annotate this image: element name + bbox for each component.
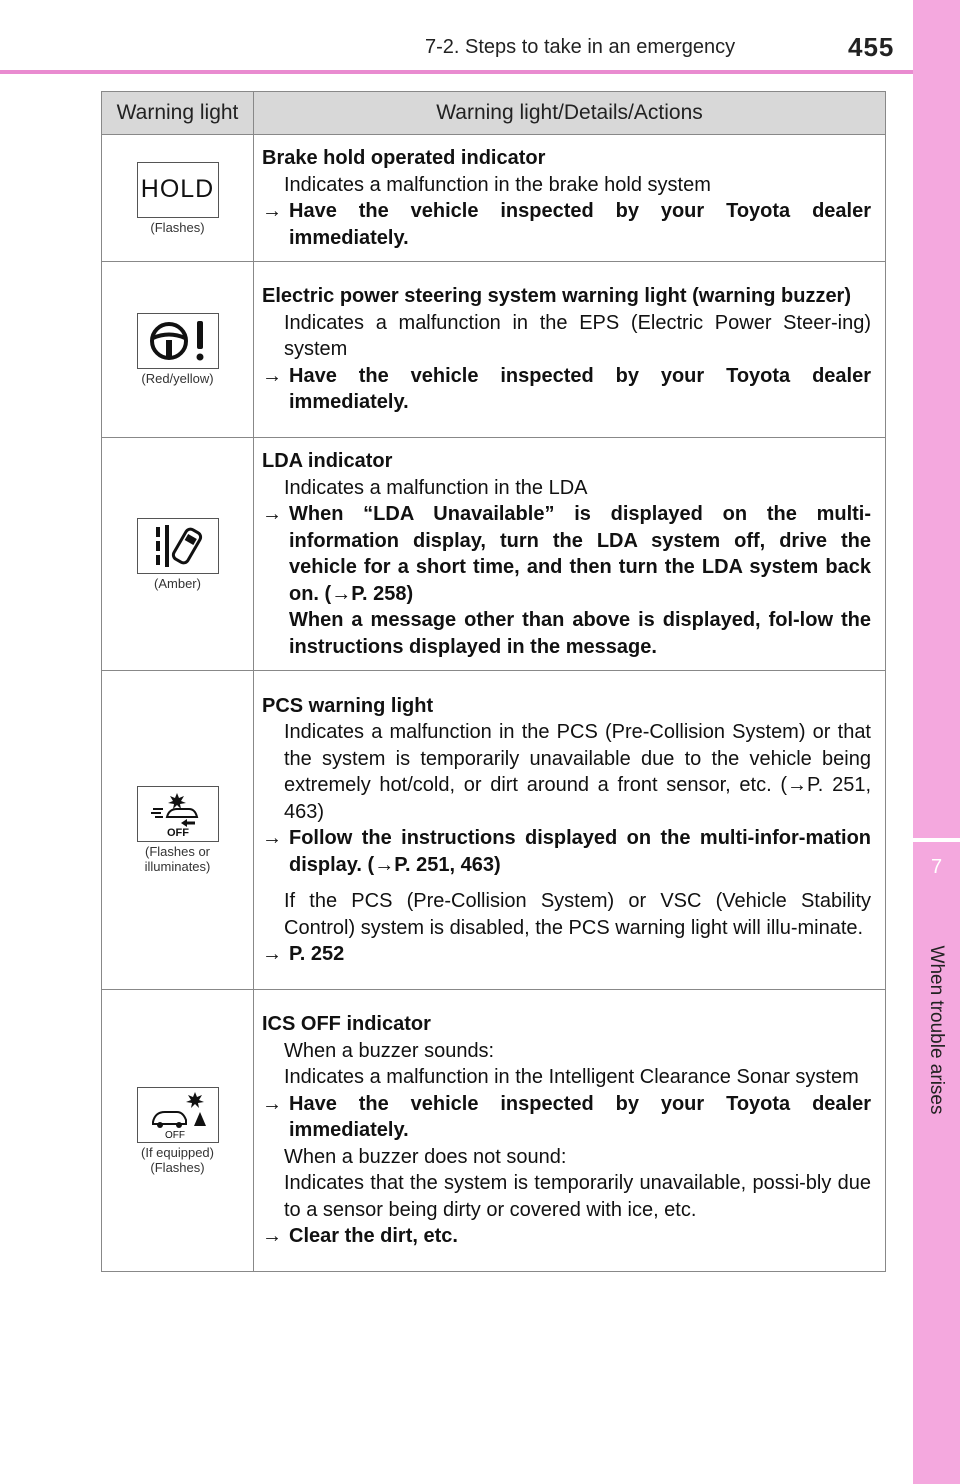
icon-note: (Flashes) <box>150 219 205 235</box>
arrow-icon: → <box>262 943 282 965</box>
arrow-icon: → <box>262 1092 282 1115</box>
column-header: Warning light/Details/Actions <box>254 92 886 135</box>
indicator-details: Indicates that the system is temporarily unavailable, possi-bly due to a sensor being dirty or covered with ice, etc. <box>284 1172 871 1221</box>
ics-off-icon <box>137 1087 219 1143</box>
arrow-icon: → <box>262 200 282 222</box>
steering-wheel-warning-icon <box>137 313 219 369</box>
indicator-title: ICS OFF indicator <box>262 1013 431 1036</box>
arrow-icon: → <box>262 503 282 525</box>
table-row <box>102 262 886 438</box>
indicator-details: Indicates a malfunction in the LDA <box>284 476 588 499</box>
warning-light-cell <box>102 262 254 438</box>
indicator-title: Electric power steering system warning light (warning buzzer) <box>262 285 852 308</box>
arrow-icon: → <box>262 364 282 387</box>
indicator-condition: When a buzzer sounds: <box>284 1039 495 1062</box>
indicator-title: Brake hold operated indicator <box>262 147 546 169</box>
chapter-title: When trouble arises <box>926 945 947 1115</box>
pcs-off-icon-text: OFF <box>166 827 189 839</box>
steering-wheel-warning-glyph <box>143 316 213 366</box>
indicator-action: → Have the vehicle inspected by your Toyota dealer immediately. <box>262 364 871 414</box>
indicator-condition: When a buzzer does not sound: <box>284 1145 567 1168</box>
indicator-action-secondary: When a message other than above is displayed, fol-low the instructions displayed in the message. <box>289 609 871 658</box>
arrow-icon: → <box>374 853 395 876</box>
indicator-note: If the PCS (Pre-Collision System) or VSC (Vehicle Stability Control) system is disabled, the PCS warning light will illu-minate. <box>284 890 871 939</box>
header-divider <box>0 70 913 74</box>
icon-note: (Flashes or illuminates) <box>144 844 211 874</box>
indicator-details: Indicates a malfunction in the EPS (Electric Power Steer-ing) system <box>284 311 871 361</box>
arrow-icon: → <box>331 582 352 605</box>
chapter-tab <box>913 0 960 1484</box>
ics-off-icon-text: OFF <box>164 1129 185 1140</box>
details-cell <box>254 438 886 671</box>
column-header: Warning light <box>102 92 254 135</box>
ics-off-glyph <box>143 1090 213 1140</box>
page-number: 455 <box>848 32 895 62</box>
indicator-details: Indicates a malfunction in the Intelligent Clearance Sonar system <box>284 1066 859 1089</box>
lane-departure-alert-icon <box>137 518 219 574</box>
details-cell <box>254 135 886 262</box>
warning-light-cell <box>102 990 254 1272</box>
details-cell <box>254 262 886 438</box>
indicator-details: Indicates a malfunction in the PCS (Pre-Collision System) or that the system is temporarily unavailable due to the vehicle being extremely hot/cold, or dirt around a front sensor, etc. (→P. 251, 463) <box>284 721 871 823</box>
indicator-details: Indicates a malfunction in the brake hold system <box>284 173 711 196</box>
lane-departure-glyph <box>143 521 213 571</box>
page-reference: P. 251, 463) <box>394 853 501 876</box>
table-header-row <box>102 92 886 135</box>
indicator-note-reference: → P. 252 <box>262 941 871 968</box>
indicator-action: → Follow the instructions displayed on the multi-infor-mation display. (→P. 251, 463) <box>262 827 871 876</box>
indicator-action: → When “LDA Unavailable” is displayed on the multi-information display, turn the LDA system off, drive the vehicle for a short time, and then turn the LDA system back on. (→P. 258) <box>262 503 871 605</box>
page-reference: P. 251, 463) <box>284 774 871 823</box>
page-reference: P. 258) <box>351 582 414 605</box>
warning-light-cell <box>102 135 254 262</box>
details-cell <box>254 671 886 990</box>
indicator-action: → Have the vehicle inspected by your Toyota dealer immediately. <box>262 200 871 249</box>
hold-icon <box>137 162 219 218</box>
section-title: 7-2. Steps to take in an emergency <box>425 36 736 58</box>
indicator-title: PCS warning light <box>262 694 434 717</box>
table-row <box>102 135 886 262</box>
indicator-action: → Clear the dirt, etc. <box>262 1223 871 1250</box>
pcs-off-icon <box>137 786 219 842</box>
table-row <box>102 438 886 671</box>
icon-note: (Amber) <box>154 575 201 591</box>
indicator-title: LDA indicator <box>262 450 393 472</box>
arrow-icon: → <box>262 1225 282 1248</box>
warning-light-table <box>101 91 886 1272</box>
details-cell <box>254 990 886 1272</box>
hold-icon-text: HOLD <box>140 175 215 204</box>
arrow-icon: → <box>787 774 808 796</box>
icon-note: (If equipped) (Flashes) <box>141 1144 214 1175</box>
chapter-tab-divider <box>913 838 960 842</box>
chapter-number: 7 <box>930 856 943 878</box>
indicator-action: → Have the vehicle inspected by your Toyota dealer immediately. <box>262 1092 871 1142</box>
warning-light-cell <box>102 438 254 671</box>
table-row <box>102 671 886 990</box>
pcs-off-glyph <box>143 789 213 839</box>
arrow-icon: → <box>262 827 282 849</box>
icon-note: (Red/yellow) <box>141 371 214 386</box>
table-row <box>102 990 886 1272</box>
warning-light-cell <box>102 671 254 990</box>
